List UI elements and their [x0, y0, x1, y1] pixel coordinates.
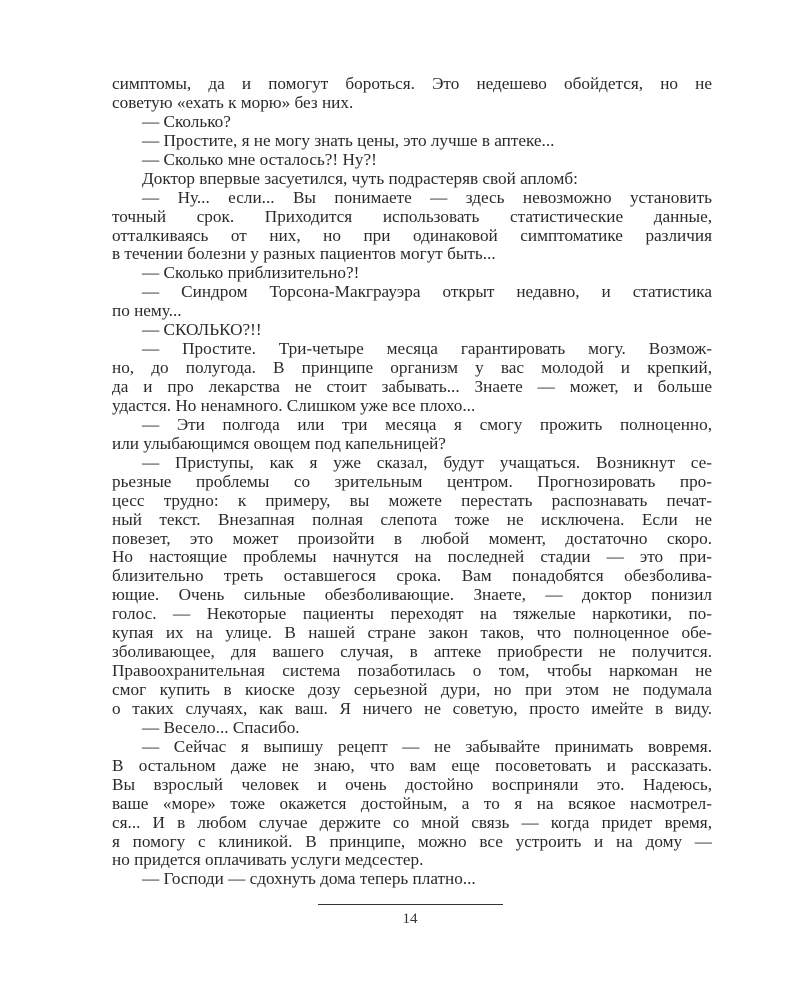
page-number: 14: [402, 911, 418, 927]
footer-divider: [318, 904, 503, 905]
text-line: цесс трудно: к примеру, вы можете перестать распознавать печат-: [112, 490, 712, 510]
text-line: — Сколько приблизительно?!: [142, 263, 360, 283]
text-line: близительно треть оставшегося срока. Вам понадобятся обезболива-: [112, 566, 712, 586]
text-line: — Ну... если... Вы понимаете — здесь невозможно установить: [142, 187, 712, 207]
text-line: симптомы, да и помогут бороться. Это недешево обойдется, но не: [112, 74, 712, 93]
text-line: советую «ехать к морю» без них.: [112, 92, 354, 112]
text-line: по нему...: [112, 301, 182, 321]
text-line: — Весело... Спасибо.: [142, 717, 300, 737]
text-line: — Сколько?: [142, 111, 231, 131]
text-line: отталкиваясь от них, но при одинаковой симптоматике различия: [112, 225, 712, 245]
text-line: ющие. Очень сильные обезболивающие. Знаете, — доктор понизил: [112, 585, 712, 605]
text-line: — Сколько мне осталось?! Ну?!: [142, 149, 377, 169]
text-line: — Эти полгода или три месяца я смогу прожить полноценно,: [142, 414, 712, 434]
text-line: смог купить в киоске дозу серьезной дури, но при этом не подумала: [112, 680, 712, 699]
text-line: голос. — Некоторые пациенты переходят на тяжелые наркотики, по-: [112, 604, 712, 624]
text-line: в течении болезни у разных пациентов могут быть...: [112, 244, 496, 264]
text-line: — Приступы, как я уже сказал, будут учащаться. Возникнут се-: [142, 452, 712, 472]
text-line: купая их на улице. В нашей стране закон таков, что полноценное обе-: [112, 623, 712, 643]
text-line: удастся. Но ненамного. Слишком уже все плохо...: [112, 395, 476, 415]
text-line: я помогу с клиникой. В принципе, можно все устроить и на дому —: [112, 831, 712, 851]
text-line: В остальном даже не знаю, что вам еще посоветовать и рассказать.: [112, 755, 712, 775]
text-line: но, до полугода. В принципе организм у вас молодой и крепкий,: [112, 358, 712, 378]
text-line: ваше «море» тоже окажется достойным, а то я на всякое насмотрел-: [112, 793, 712, 813]
text-line: — Простите. Три-четыре месяца гарантировать могу. Возмож-: [142, 339, 712, 359]
text-line: но придется оплачивать услуги медсестер.: [112, 850, 424, 870]
text-line: точный срок. Приходится использовать статистические данные,: [112, 206, 712, 226]
text-line: Правоохранительная система позаботилась о том, чтобы наркоман не: [112, 661, 712, 681]
text-line: или улыбающимся овощем под капельницей?: [112, 433, 446, 453]
text-line: Вы взрослый человек и очень достойно восприняли это. Надеюсь,: [112, 774, 712, 794]
text-line: Но настоящие проблемы начнутся на последней стадии — это при-: [112, 547, 712, 567]
text-line: — Синдром Торсона-Макграуэра открыт недавно, и статистика: [142, 282, 712, 302]
text-line: — СКОЛЬКО?!!: [142, 320, 262, 340]
page-body-text: [112, 75, 712, 889]
text-line: повезет, это может произойти в любой момент, достаточно скоро.: [112, 528, 712, 548]
text-line: — Сейчас я выпишу рецепт — не забывайте принимать вовремя.: [142, 736, 712, 756]
text-line: — Простите, я не могу знать цены, это лучше в аптеке...: [142, 130, 555, 150]
text-line: да и про лекарства не стоит забывать... Знаете — может, и больше: [112, 377, 712, 396]
text-line: о таких случаях, как ваш. Я ничего не советую, просто имейте в виду.: [112, 698, 712, 718]
text-line: ный текст. Внезапная полная слепота тоже не исключена. Если не: [112, 509, 712, 529]
text-line: Доктор впервые засуетился, чуть подрастеряв свой апломб:: [142, 168, 578, 188]
text-line: ся... И в любом случае держите со мной связь — когда придет время,: [112, 812, 712, 832]
text-line: зболивающее, для вашего случая, в аптеке приобрести не получится.: [112, 642, 712, 662]
text-line: рьезные проблемы со зрительным центром. Прогнозировать про-: [112, 471, 712, 491]
text-line: — Господи — сдохнуть дома теперь платно...: [142, 869, 476, 889]
